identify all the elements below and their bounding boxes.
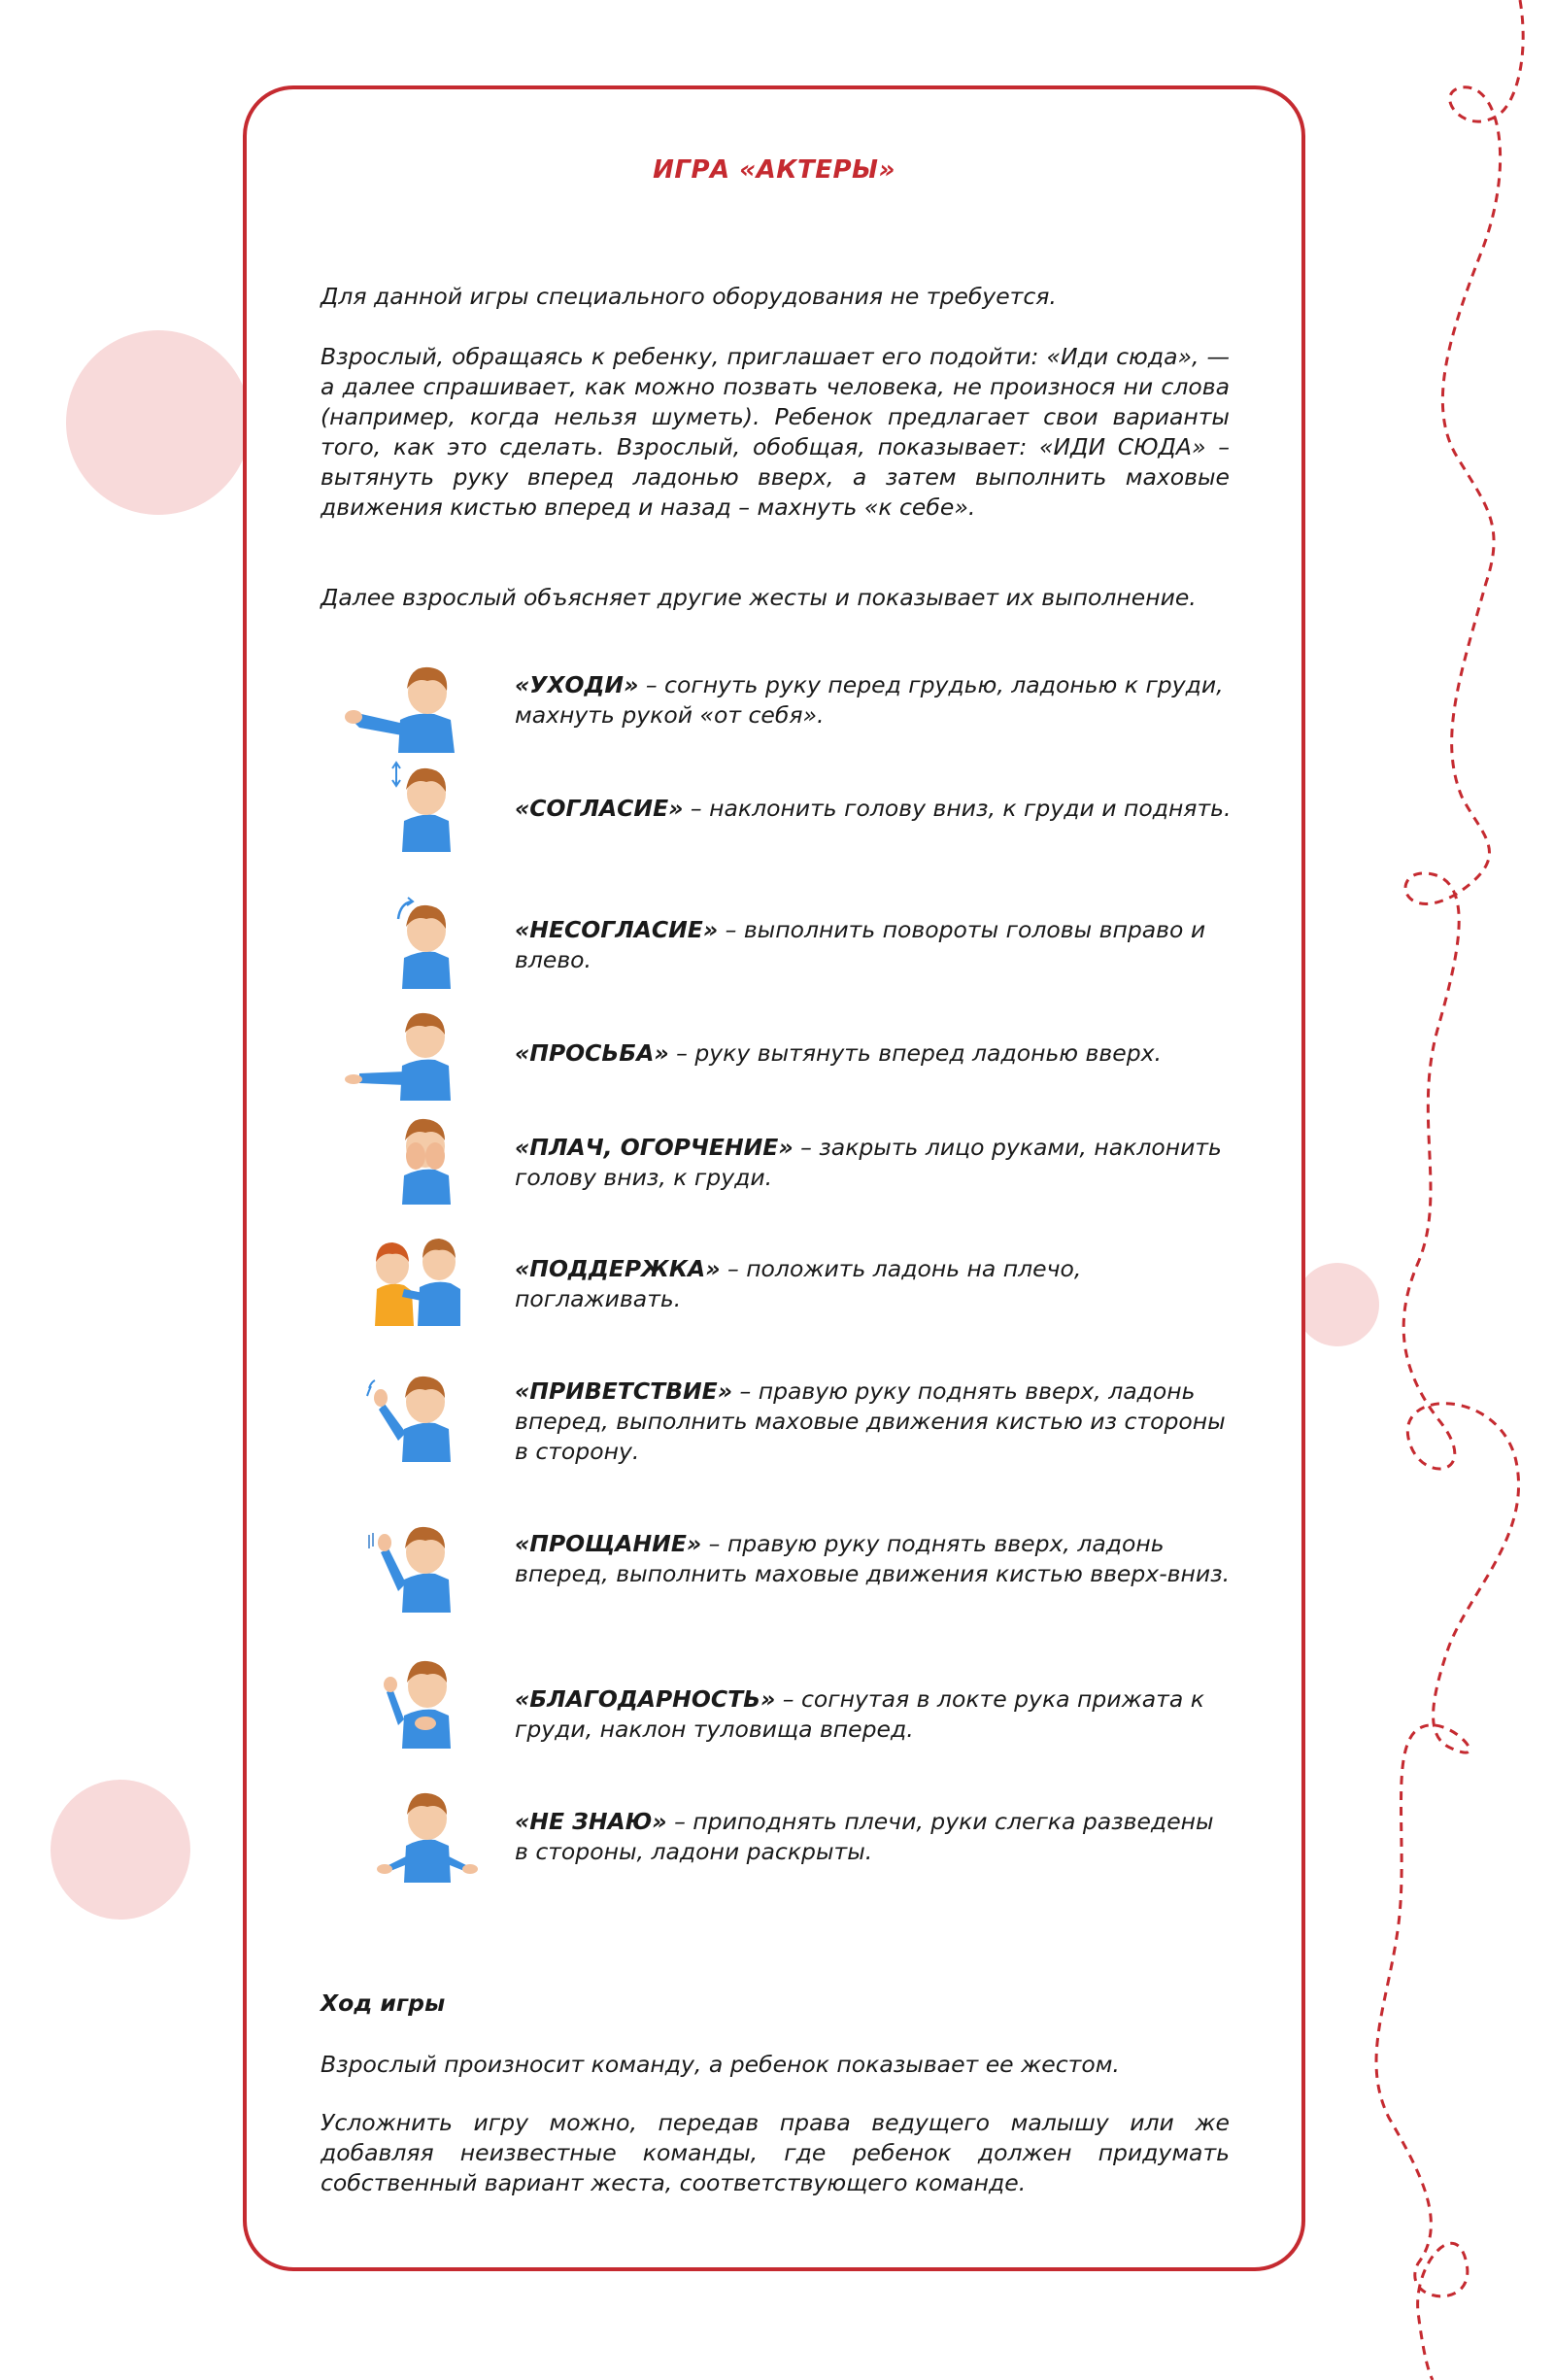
course-paragraph-1: Взрослый произносит команду, а ребенок показывает ее жестом. [321,2051,1120,2078]
boy-shaking-head-icon [342,892,488,989]
gesture-row-crying [342,1107,1235,1205]
gesture-desc-support: – положить ладонь на плечо, поглаживать. [515,1255,1082,1312]
boy-crying-icon [342,1107,488,1205]
gesture-desc-go-away: – согнуть руку перед грудью, ладонью к груди, махнуть рукой «от себя». [515,671,1224,729]
gesture-name-gratitude: «БЛАГОДАРНОСТЬ» [515,1685,776,1713]
gesture-desc-disagreement: – выполнить повороты головы вправо и влево. [515,916,1206,973]
gesture-name-dont-know: «НЕ ЗНАЮ» [515,1808,667,1835]
boy-shrugging-icon [342,1785,488,1883]
boy-thanking-icon [342,1651,488,1749]
boys-support-icon [342,1229,488,1326]
boy-greeting-icon [342,1365,488,1462]
gesture-row-gratitude [342,1651,1235,1749]
gesture-row-dont-know [342,1785,1235,1883]
gesture-row-farewell [342,1515,1235,1613]
gesture-desc-farewell: – правую руку поднять вверх, ладонь вперед, выполнить маховые движения кистью вверх-вниз. [515,1530,1231,1587]
gesture-name-disagreement: «НЕСОГЛАСИЕ» [515,916,719,943]
boy-nodding-icon [342,755,488,852]
gesture-desc-request: – руку вытянуть вперед ладонью вверх. [668,1039,1162,1067]
gesture-name-greeting: «ПРИВЕТСТВИЕ» [515,1377,733,1405]
gesture-desc-dont-know: – приподнять плечи, руки слегка разведены в стороны, ладони раскрыты. [515,1808,1214,1865]
gesture-name-agreement: «СОГЛАСИЕ» [515,795,684,822]
gesture-desc-greeting: – правую руку поднять вверх, ладонь вперед, выполнить маховые движения кистью из стороны в сторону. [515,1377,1226,1465]
gesture-row-go-away [342,656,1235,753]
gesture-name-request: «ПРОСЬБА» [515,1039,669,1067]
gesture-name-crying: «ПЛАЧ, ОГОРЧЕНИЕ» [515,1134,794,1161]
course-paragraph-2: Усложнить игру можно, передав права ведущего малышу или же добавляя неизвестные команды, где ребенок должен придумать собственный вариант жеста, соответствующего команде. [321,2109,1230,2196]
boy-asking-icon [342,1003,488,1101]
section-heading-course: Ход игры [321,1989,446,2017]
page-title: ИГРА «АКТЕРЫ» [653,155,895,185]
intro-paragraph-3: Далее взрослый объясняет другие жесты и показывает их выполнение. [321,584,1197,611]
gesture-name-farewell: «ПРОЩАНИЕ» [515,1530,702,1557]
intro-paragraph-1: Для данной игры специального оборудования не требуется. [321,283,1057,310]
gesture-name-go-away: «УХОДИ» [515,671,639,698]
gesture-name-support: «ПОДДЕРЖКА» [515,1255,721,1282]
boy-waving-away-icon [342,656,488,753]
gesture-desc-agreement: – наклонить голову вниз, к груди и поднять. [683,795,1232,822]
gesture-desc-crying: – закрыть лицо руками, наклонить голову вниз, к груди. [515,1134,1222,1191]
gesture-row-greeting [342,1365,1235,1465]
gesture-row-request [342,1003,1235,1101]
gesture-desc-gratitude: – согнутая в локте рука прижата к груди, наклон туловища вперед. [515,1685,1204,1743]
boy-farewell-icon [342,1515,488,1613]
gesture-row-support [342,1229,1235,1326]
intro-paragraph-2: Взрослый, обращаясь к ребенку, приглашает его подойти: «Иди сюда», — а далее спрашивает, как можно позвать человека, не произнося ни слова (например, когда нельзя шуметь). Ребенок предлагает свои варианты того, как это сделать. Взрослый, обобщая, показывает: «ИДИ СЮДА» – вытянуть руку вперед ладонью вверх, а затем выполнить маховые движения кистью вперед и назад – махнуть «к себе». [321,343,1230,521]
gesture-row-disagreement [342,892,1235,989]
gesture-row-agreement [342,755,1235,852]
